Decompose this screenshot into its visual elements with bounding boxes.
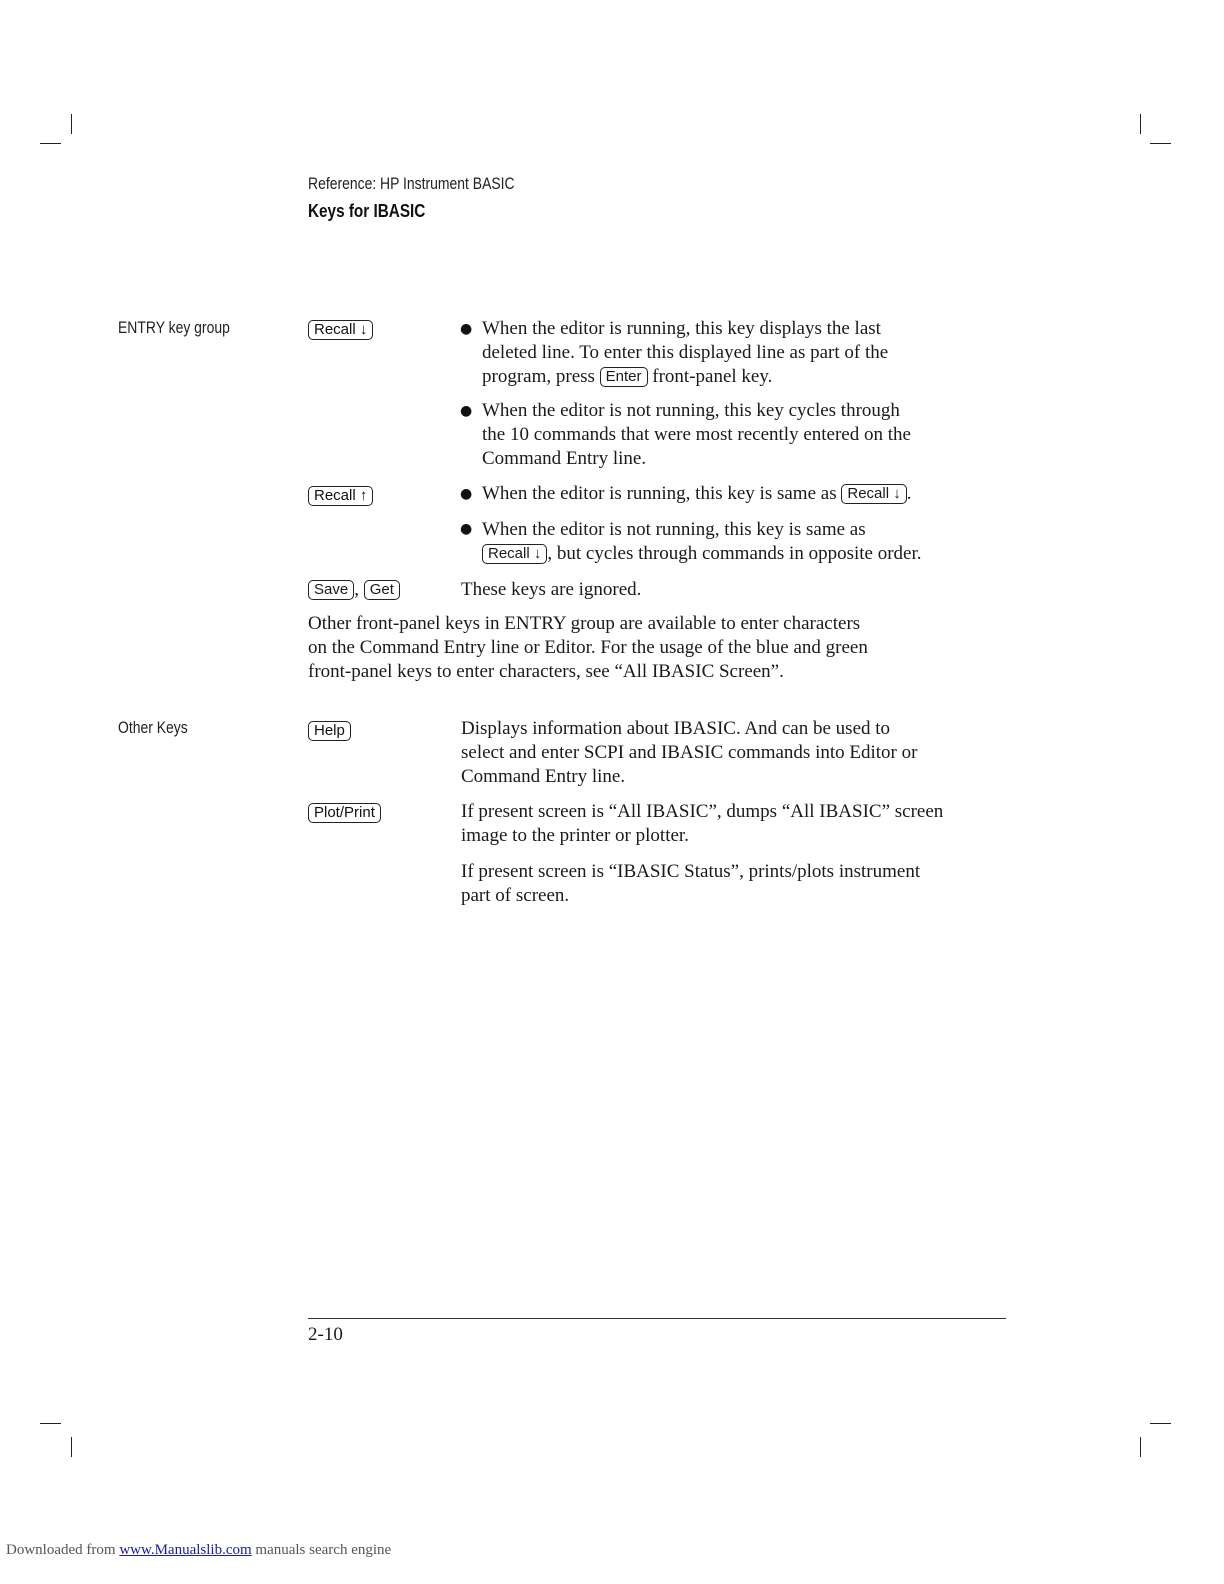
recall-down-key-inline: Recall ↓ (841, 484, 906, 504)
enter-key: Enter (600, 367, 648, 387)
recall-up-key (308, 486, 373, 506)
manualslib-link[interactable]: www.Manualslib.com (119, 1542, 252, 1558)
section-title: Keys for IBASIC (308, 201, 426, 221)
recall-down-key (308, 320, 373, 340)
plot-print-description: If present screen is “All IBASIC”, dumps “All IBASIC” screen image to the printer or plotter. If present screen is “IBASIC Status”, prints/plots instrument part of screen. (461, 801, 944, 906)
download-footer: Downloaded from www.Manualslib.com manuals search engine (6, 1542, 392, 1558)
entry-group-label: ENTRY key group (118, 318, 230, 337)
recall-down-bullet-1: When the editor is running, this key displays the last deleted line. To enter this displayed line as part of the program, press Enter front-panel key. (482, 318, 889, 387)
crop-mark (71, 1437, 72, 1457)
page-number: 2-10 (308, 1324, 343, 1345)
crop-mark (1150, 1423, 1171, 1424)
help-key (308, 721, 351, 741)
crop-mark (1150, 143, 1171, 144)
running-header-reference: Reference: HP Instrument BASIC (308, 174, 515, 193)
recall-up-bullet-2: When the editor is not running, this key is same as Recall ↓ , but cycles through commands in opposite order. (482, 519, 922, 564)
bullet-icon: ● (460, 521, 473, 537)
crop-mark (1140, 114, 1141, 134)
help-description: Displays information about IBASIC. And can be used to select and enter SCPI and IBASIC commands into Editor or Command Entry line. (461, 718, 918, 787)
recall-down-key-inline: Recall ↓ (482, 544, 547, 564)
crop-mark (1140, 1437, 1141, 1457)
save-key: Save (308, 580, 354, 600)
bullet-icon: ● (460, 486, 473, 502)
bullet-icon: ● (460, 403, 473, 419)
crop-mark (71, 114, 72, 134)
help-key-cap: Help (308, 721, 351, 741)
plot-print-key (308, 803, 381, 823)
plot-print-key-cap: Plot/Print (308, 803, 381, 823)
get-key: Get (364, 580, 400, 600)
footer-rule (308, 1318, 1006, 1319)
recall-down-bullet-2: When the editor is not running, this key cycles through the 10 commands that were most recently entered on the Command Entry line. (482, 400, 911, 469)
recall-up-key-cap: Recall ↑ (308, 486, 373, 506)
save-get-description: These keys are ignored. (461, 579, 642, 600)
other-keys-label: Other Keys (118, 718, 188, 737)
crop-mark (40, 143, 61, 144)
recall-down-key-cap: Recall ↓ (308, 320, 373, 340)
save-get-keys: Save , Get (308, 578, 400, 602)
other-entry-keys-paragraph: Other front-panel keys in ENTRY group are available to enter characters on the Command Entry line or Editor. For the usage of the blue and green front-panel keys to enter characters, see “All IBASIC Screen”. (308, 613, 868, 682)
crop-mark (40, 1423, 61, 1424)
bullet-icon: ● (460, 321, 473, 337)
recall-up-bullet-1: When the editor is running, this key is same as Recall ↓ . (482, 483, 912, 504)
